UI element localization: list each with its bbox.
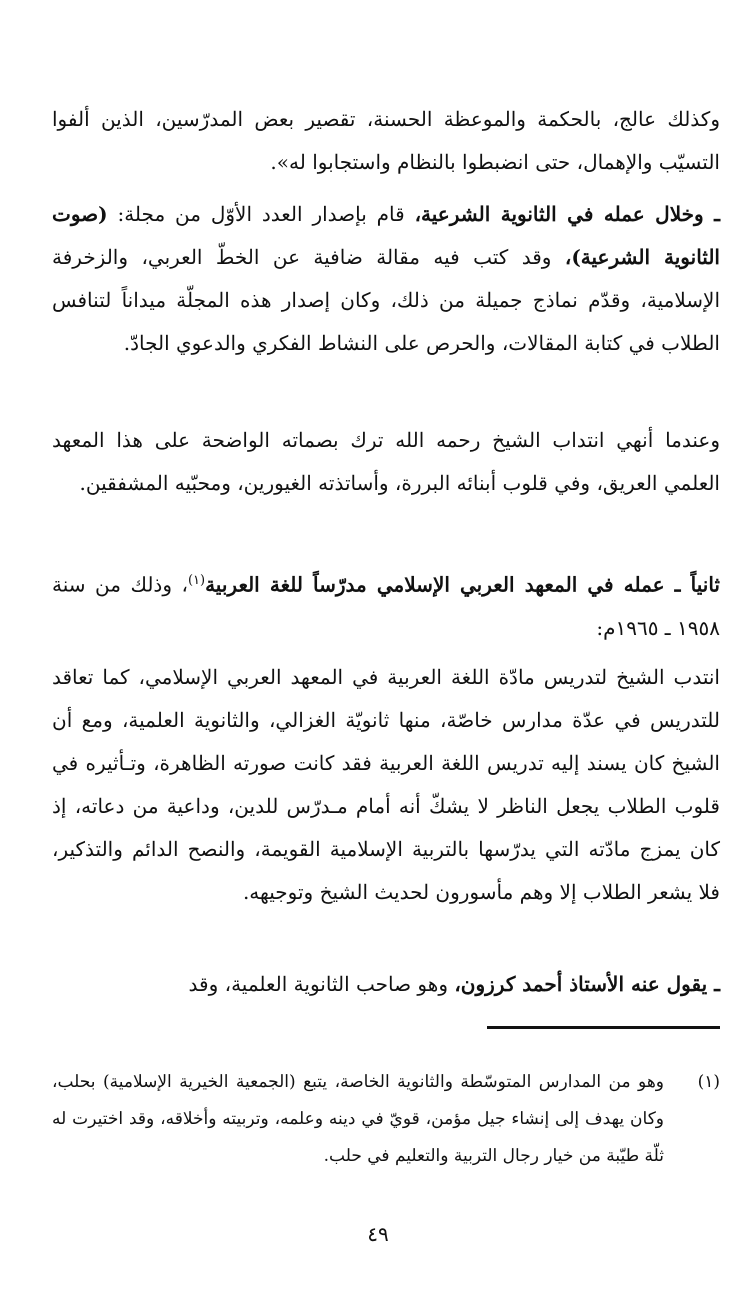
paragraph-5-text: انتدب الشيخ لتدريس مادّة اللغة العربية في المعهد العربي الإسلامي، كما تعاقد للتدريس في عدّة مدارس خاصّة، منها ثانويّة الغزالي، والثانوية العلمية، ومع أن الشيخ كان يسند إليه تدريس اللغة العربية فقد كانت صورته الظاهرة، وتـأثيره في قلوب الطلاب يجعل الناظر لا يشكّ أنه أمام مـدرّس للدين، وداعية من دعاته، إذ كان يمزج مادّته التي يدرّسها بالتربية الإسلامية القويمة، والنصح الدائم والتذكير، فلا يشعر الطلاب إلا وهم مأسورون لحديث الشيخ وتوجيهه. [52, 665, 720, 904]
paragraph-6-text: وهو صاحب الثانوية العلمية، وقد [188, 972, 455, 996]
footnote-ref: (١) [187, 573, 206, 588]
paragraph-3-text: وعندما أنهي انتداب الشيخ رحمه الله ترك بصماته الواضحة على هذا المعهد العلمي العريق، وفي قلوب أبنائه البررة، وأساتذته الغيورين، ومحبّيه المشفقين. [52, 428, 720, 495]
paragraph-2-bold-lead: ـ وخلال عمله في الثانوية الشرعية، [414, 202, 720, 226]
paragraph-2-tail: وقد كتب فيه مقالة ضافية عن الخطّ العربي، والزخرفة الإسلامية، وقدّم نماذج جميلة من ذلك، وكان إصدار هذه المجلّة ميداناً لتنافس الطلاب في كتابة المقالات، والحرص على النشاط الفكري والدعوي الجادّ. [52, 245, 720, 355]
paragraph-2 [52, 193, 720, 365]
section-heading-bold: ثانياً ـ عمله في المعهد العربي الإسلامي مدرّساً للغة العربية [205, 572, 720, 597]
footnote [52, 1064, 720, 1175]
paragraph-5 [52, 656, 720, 914]
section-heading-second [52, 559, 720, 650]
footnote-number: (١) [697, 1072, 720, 1092]
section-heading-text: ، وذلك من سنة ١٩٥٨ ـ ١٩٦٥م: [52, 572, 720, 640]
paragraph-2-magazine-title: (صوت الثانوية الشرعية)، [52, 202, 720, 269]
paragraph-2-text: قام بإصدار العدد الأوّل من مجلة: [107, 202, 415, 226]
paragraph-6 [52, 963, 720, 1006]
page-number: ٤٩ [367, 1222, 389, 1246]
paragraph-6-bold-lead: ـ يقول عنه الأستاذ أحمد كرزون، [454, 972, 720, 996]
paragraph-1-text: وكذلك عالج، بالحكمة والموعظة الحسنة، تقصير بعض المدرّسين، الذين ألفوا التسيّب والإهمال، حتى انضبطوا بالنظام واستجابوا له». [52, 107, 720, 174]
footnote-separator [487, 1026, 720, 1029]
paragraph-1 [52, 98, 720, 184]
paragraph-3 [52, 419, 720, 505]
footnote-text: وهو من المدارس المتوسّطة والثانوية الخاصة، يتبع (الجمعية الخيرية الإسلامية) بحلب، وكان يهدف إلى إنشاء جيل مؤمن، قويّ في دينه وعلمه، وتربيته وأخلاقه، وقد اختيرت له ثلّة طيّبة من خيار رجال التربية والتعليم في حلب. [52, 1072, 664, 1166]
